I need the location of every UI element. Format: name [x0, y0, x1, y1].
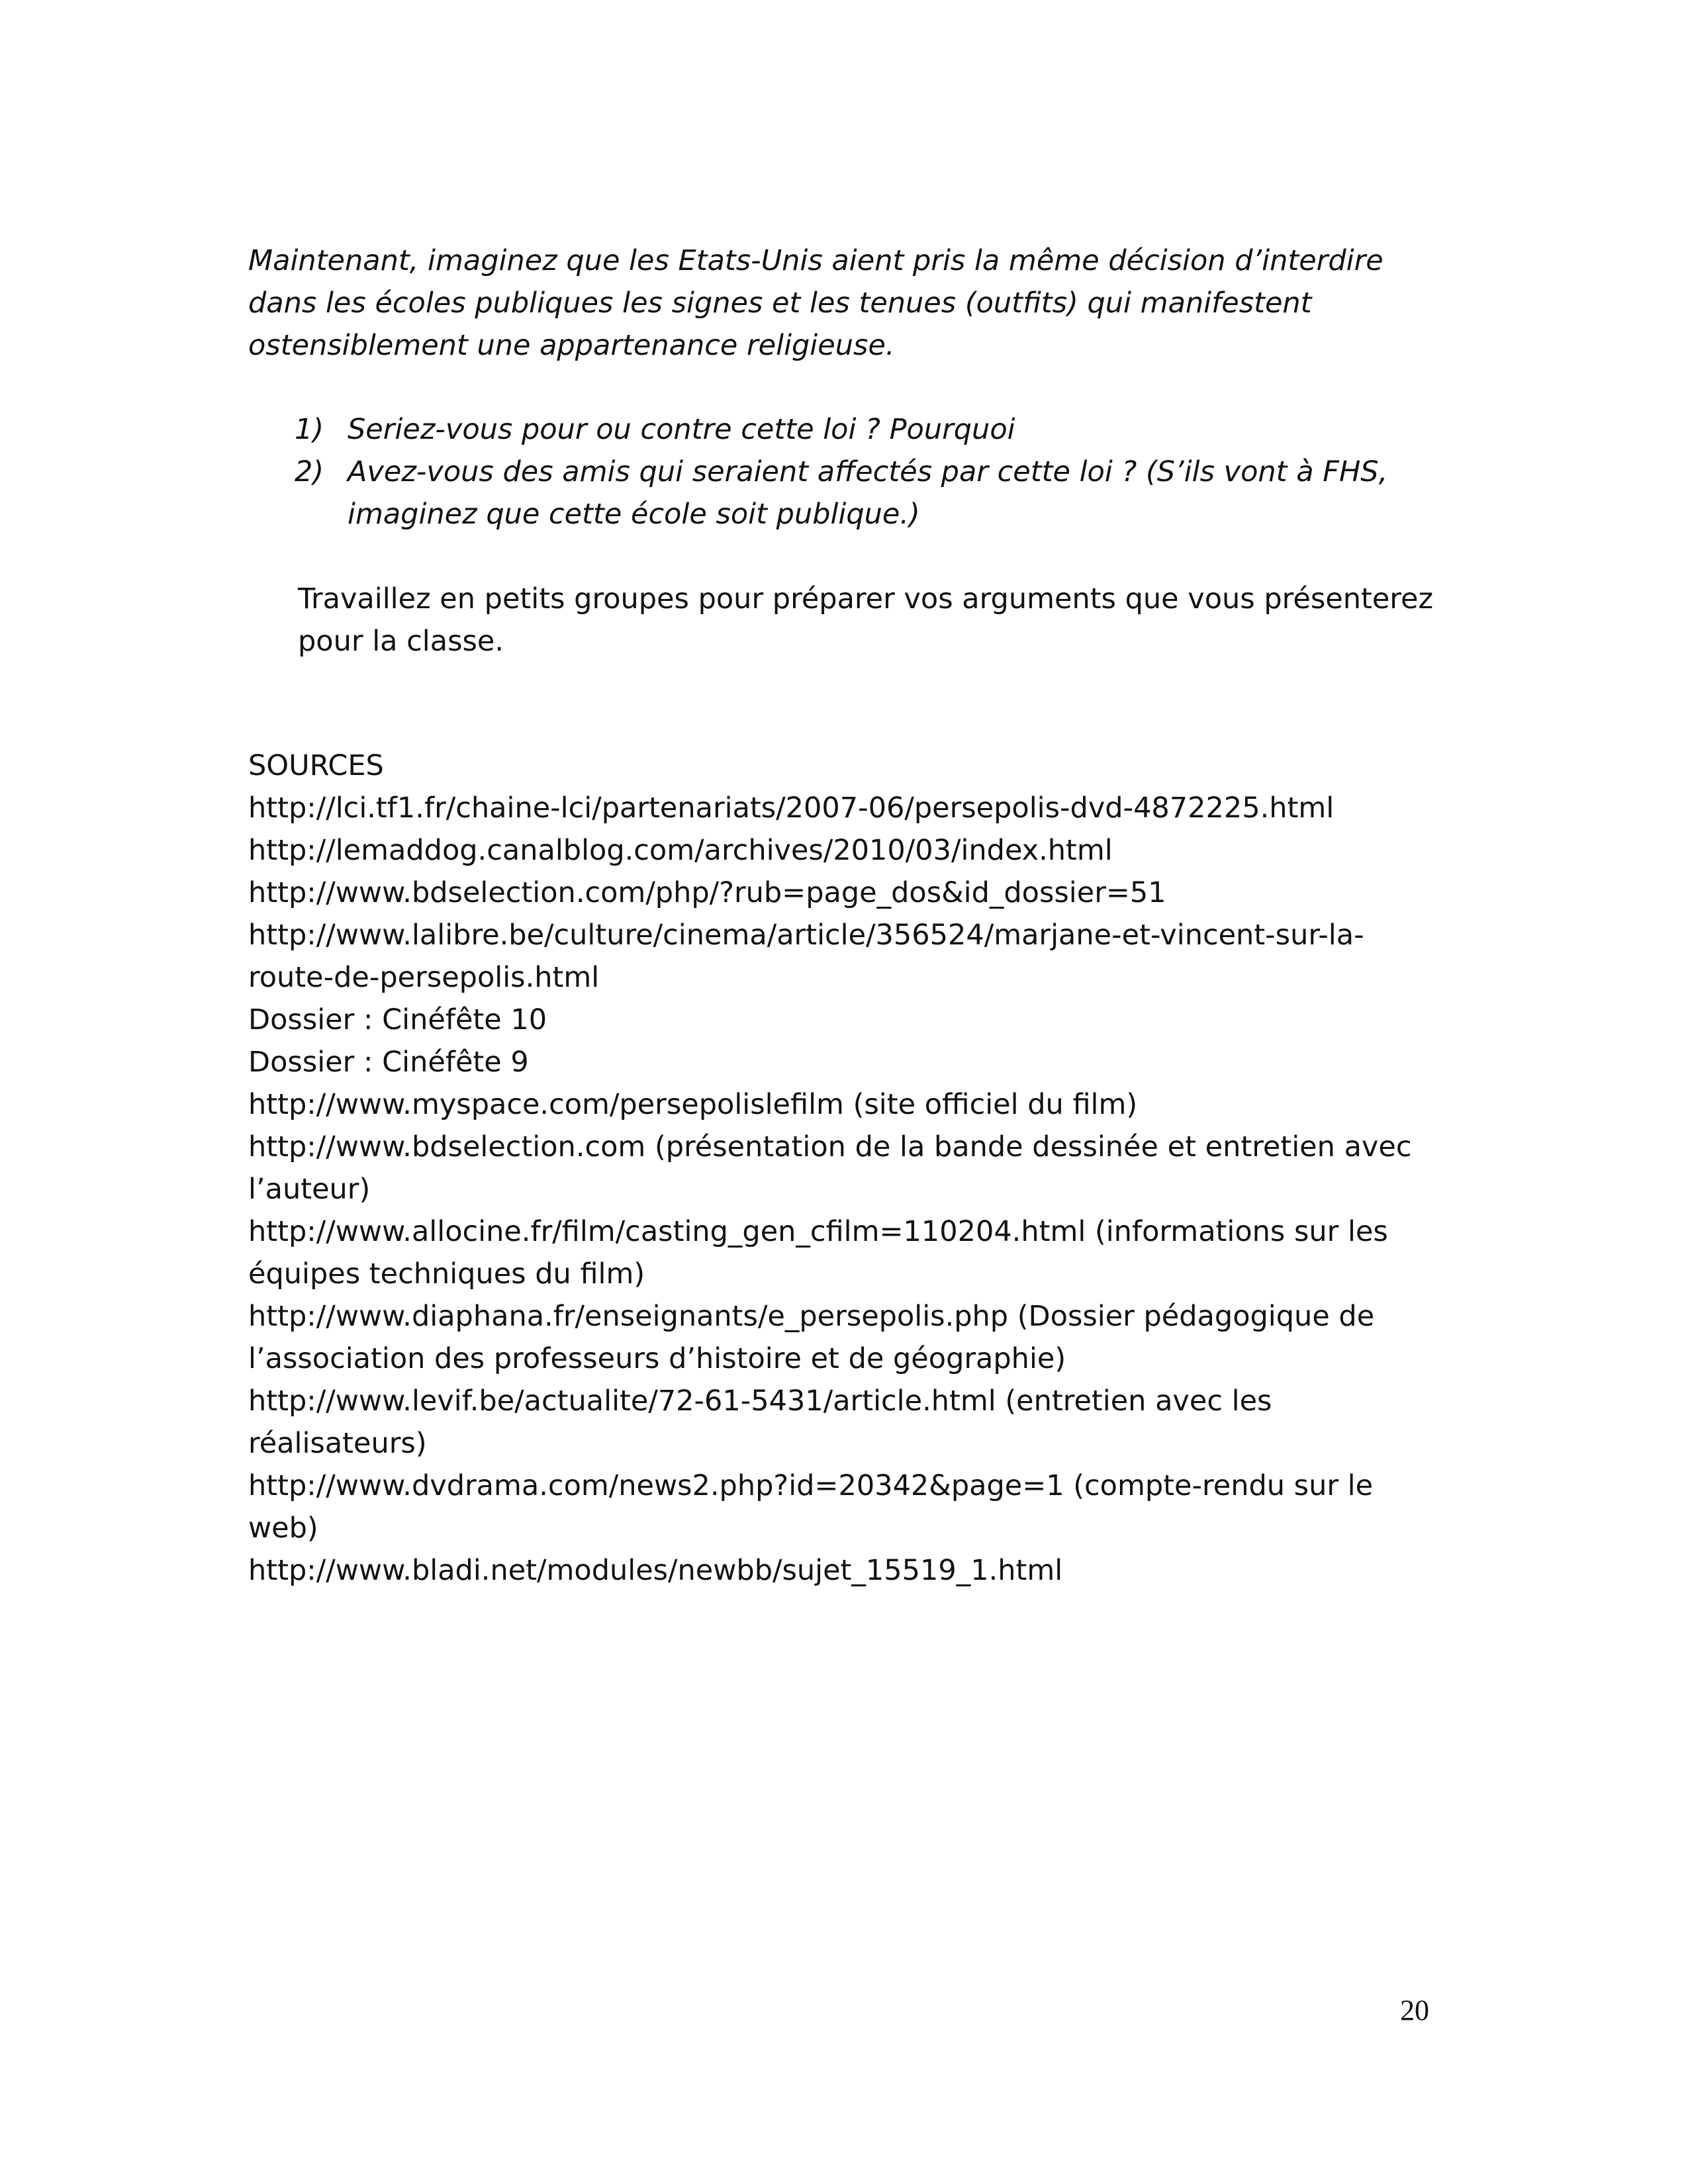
source-link[interactable]: http://www.diaphana.fr/enseignants/e_persepolis.php (Dossier pédagogique de l’association des professeurs d’histoire et de géographie)	[248, 1300, 1375, 1375]
source-link[interactable]: http://www.bdselection.com (présentation de la bande dessinée et entretien avec l’auteur)	[248, 1130, 1412, 1206]
source-link[interactable]: http://www.bladi.net/modules/newbb/sujet_15519_1.html	[248, 1554, 1063, 1587]
source-link[interactable]: http://lemaddog.canalblog.com/archives/2010/03/index.html	[248, 834, 1113, 867]
intro-paragraph: Maintenant, imaginez que les Etats-Unis aient pris la même décision d’interdire dans les écoles publiques les signes et les tenues (outfits) qui manifestent ostensiblement une appartenance religieuse.	[248, 244, 1383, 362]
sources-section	[248, 745, 1440, 1592]
source-dossier: Dossier : Cinéfête 9	[248, 1046, 529, 1079]
page-number: 20	[1400, 1994, 1429, 2026]
question-item	[295, 408, 1460, 451]
source-link[interactable]: http://www.levif.be/actualite/72-61-5431/article.html (entretien avec les réalisateurs)	[248, 1385, 1272, 1460]
source-link[interactable]: http://www.dvdrama.com/news2.php?id=20342&page=1 (compte-rendu sur le web)	[248, 1469, 1374, 1545]
group-work-paragraph: Travaillez en petits groupes pour préparer vos arguments que vous présenterez pour la classe.	[298, 582, 1434, 658]
question-item	[295, 451, 1460, 535]
question-text: Avez-vous des amis qui seraient affectés par cette loi ? (S’ils vont à FHS, imaginez que cette école soit publique.)	[348, 455, 1388, 531]
question-list	[295, 408, 1460, 535]
question-text: Seriez-vous pour ou contre cette loi ? Pourquoi	[348, 413, 1015, 446]
source-dossier: Dossier : Cinéfête 10	[248, 1003, 547, 1036]
sources-list	[248, 787, 1440, 1592]
sources-heading: SOURCES	[248, 749, 384, 782]
question-number: 1)	[295, 413, 324, 446]
source-link[interactable]: http://www.lalibre.be/culture/cinema/article/356524/marjane-et-vincent-sur-la-route-de-persepolis.html	[248, 919, 1364, 994]
question-number: 2)	[295, 455, 324, 488]
source-link[interactable]: http://www.myspace.com/persepolislefilm (site officiel du film)	[248, 1088, 1138, 1121]
source-link[interactable]: http://lci.tf1.fr/chaine-lci/partenariats/2007-06/persepolis-dvd-4872225.html	[248, 792, 1335, 825]
source-link[interactable]: http://www.bdselection.com/php/?rub=page_dos&id_dossier=51	[248, 876, 1166, 909]
source-link[interactable]: http://www.allocine.fr/film/casting_gen_cfilm=110204.html (informations sur les équipes techniques du film)	[248, 1215, 1388, 1291]
